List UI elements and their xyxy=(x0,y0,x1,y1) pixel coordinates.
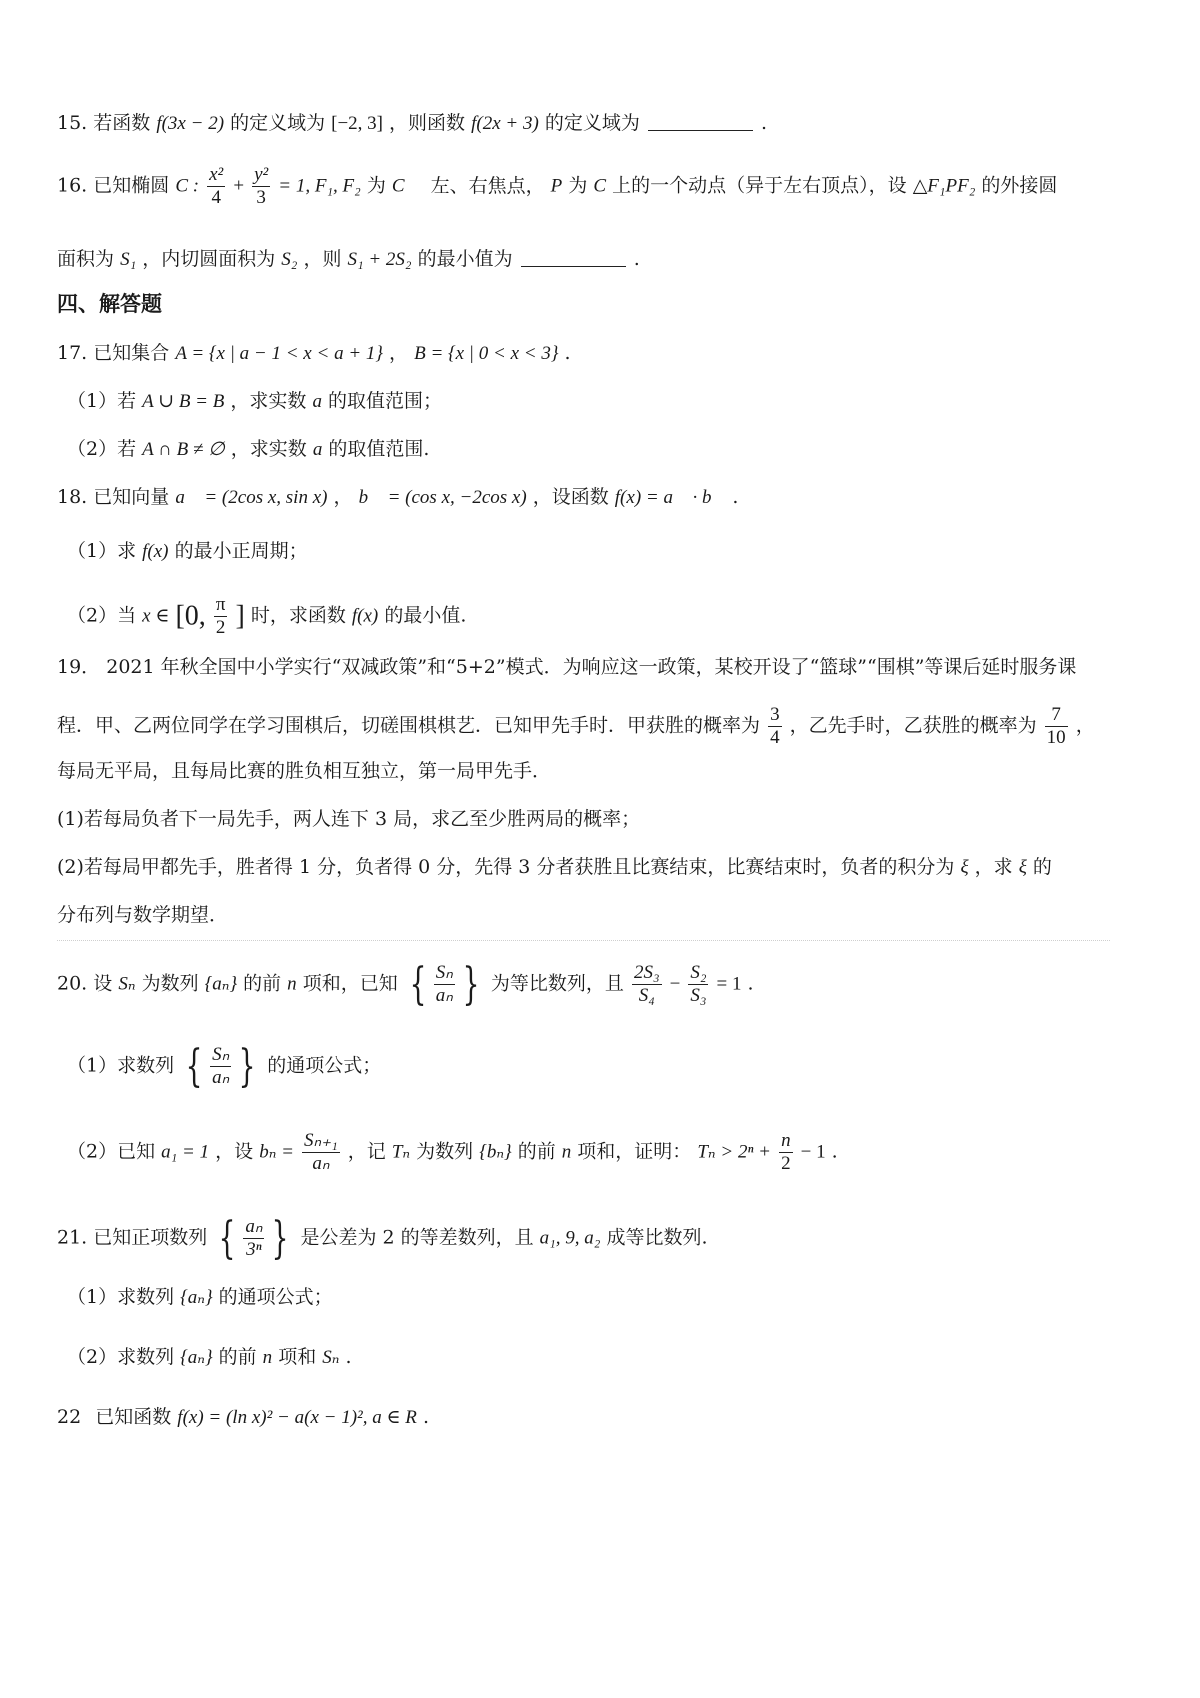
question-number: 22 xyxy=(57,1406,82,1428)
left-brace-icon: { xyxy=(218,1212,236,1264)
question-21-part-1: （1）求数列 {aₙ} 的通项公式； xyxy=(67,1286,333,1308)
question-number: 21. xyxy=(57,1226,88,1249)
fraction: $\frac{\text{Sₙ}}{\text{aₙ}}$ xyxy=(212,1044,230,1088)
answer-blank xyxy=(521,246,626,267)
fraction: $\frac{\text{x²}}{4}$ xyxy=(209,164,224,208)
question-21: 21. 已知正项数列 { $\frac{\text{aₙ}}{\text{3ⁿ}}$ } 是公差为 2 的等差数列，且 a₁, 9, a₂ 成等比数列. xyxy=(57,1212,708,1264)
fraction: $\frac{\text{Sₙ₊₁}}{\text{aₙ}}$ xyxy=(304,1130,338,1174)
question-15: 15. 若函数 f(3x − 2) 的定义域为 [−2, 3] ，则函数 f(2x + 3) 的定义域为 . xyxy=(57,112,767,134)
question-19-line-3: 每局无平局，且每局比赛的胜负相互独立，第一局甲先手． xyxy=(57,760,552,782)
question-21-part-2: （2）求数列 {aₙ} 的前 n 项和 Sₙ . xyxy=(67,1346,352,1368)
question-22: 22 已知函数 f(x) = (ln x)² − a(x − 1)², a ∈ R . xyxy=(57,1406,429,1428)
question-20: 20. 设 Sₙ 为数列 {aₙ} 的前 n 项和，已知 { $\frac{\text{Sₙ}}{\text{aₙ}}$ } 为等比数列，且 $\frac{\text{2S₃}}{\text{S₄}}$ − $\frac{\text{S₂}}{\text{S₃}}$ = 1 . xyxy=(57,958,754,1010)
question-number: 15. xyxy=(57,112,88,134)
left-brace-icon: { xyxy=(409,958,427,1010)
divider xyxy=(57,940,1110,941)
question-19-part-2: (2)若每局甲都先手，胜者得 1 分，负者得 0 分，先得 3 分者获胜且比赛结束，比赛结束时，负者的积分为 ξ ，求 ξ 的 xyxy=(57,856,1052,878)
section-heading: 四、解答题 xyxy=(57,292,162,316)
fraction: $\frac{7}{10}$ xyxy=(1046,704,1066,748)
question-number: 20. xyxy=(57,972,88,995)
question-19-part-1: (1)若每局负者下一局先手，两人连下 3 局，求乙至少胜两局的概率； xyxy=(57,808,641,830)
answer-blank xyxy=(648,110,753,131)
question-number: 19． xyxy=(57,656,101,678)
question-number: 16. xyxy=(57,174,88,197)
fraction: $\frac{\pi}{2}$ xyxy=(215,594,226,638)
question-18-part-2: （2）当 x ∈ [0, $\frac{\pi}{2}$ ] 时，求函数 f(x) 的最小值. xyxy=(67,594,467,638)
question-16-line-2: 面积为 S₁ ，内切圆面积为 S₂ ，则 S₁ + 2S₂ 的最小值为 . xyxy=(57,248,640,270)
fraction: $\frac{\text{S₂}}{\text{S₃}}$ xyxy=(690,962,707,1006)
question-19-part-2-cont: 分布列与数学期望． xyxy=(57,904,229,926)
question-number: 17. xyxy=(57,342,88,364)
question-20-part-1: （1）求数列 { $\frac{\text{Sₙ}}{\text{aₙ}}$ } 的通项公式； xyxy=(67,1040,382,1092)
fraction: $\frac{3}{4}$ xyxy=(770,704,780,748)
question-number: 18. xyxy=(57,486,88,508)
fraction: $\frac{\text{2S₃}}{\text{S₄}}$ xyxy=(633,962,660,1006)
question-17-part-1: （1）若 A ∪ B = B ，求实数 a 的取值范围； xyxy=(67,390,443,412)
question-18: 18. 已知向量 a⃗ = (2cos x, sin x) ， b⃗ = (cos x, −2cos x) ，设函数 f(x) = a⃗ · b⃗ . xyxy=(57,486,739,508)
fraction: $\frac{\text{y²}}{3}$ xyxy=(254,164,269,208)
question-17: 17. 已知集合 A = {x | a − 1 < x < a + 1} ， B = {x | 0 < x < 3} . xyxy=(57,342,571,364)
question-20-part-2: （2）已知 a₁ = 1 ，设 bₙ = $\frac{\text{Sₙ₊₁}}{\text{aₙ}}$ ，记 Tₙ 为数列 {bₙ} 的前 n 项和，证明： Tₙ > 2ⁿ + $\frac{n}{2}$ − 1 . xyxy=(67,1130,838,1174)
question-17-part-2: （2）若 A ∩ B ≠ ∅ ，求实数 a 的取值范围. xyxy=(67,438,430,460)
fraction: $\frac{\text{Sₙ}}{\text{aₙ}}$ xyxy=(435,962,453,1006)
question-16: 16. 已知椭圆 C : $\frac{\text{x²}}{4}$ + $\frac{\text{y²}}{3}$ = 1, F₁, F₂ 为 C 左、右焦点， P 为 C 上的一个动点（异于左右顶点），设 △F₁PF₂ 的外接圆 xyxy=(57,164,1058,208)
right-brace-icon: } xyxy=(238,1040,256,1092)
question-18-part-1: （1）求 f(x) 的最小正周期； xyxy=(67,540,308,562)
right-brace-icon: } xyxy=(462,958,480,1010)
right-brace-icon: } xyxy=(272,1212,289,1264)
question-19: 19． 2021 年秋全国中小学实行“双减政策”和“5+2”模式．为响应这一政策，某校开设了“篮球”“围棋”等课后延时服务课 xyxy=(57,656,1077,678)
left-brace-icon: { xyxy=(185,1040,203,1092)
fraction: $\frac{\text{aₙ}}{\text{3ⁿ}}$ xyxy=(245,1216,263,1260)
fraction: $\frac{n}{2}$ xyxy=(781,1130,791,1174)
question-19-line-2: 程．甲、乙两位同学在学习围棋后，切磋围棋棋艺．已知甲先手时．甲获胜的概率为 $\frac{3}{4}$ ，乙先手时，乙获胜的概率为 $\frac{7}{10}$ ， xyxy=(57,704,1095,748)
